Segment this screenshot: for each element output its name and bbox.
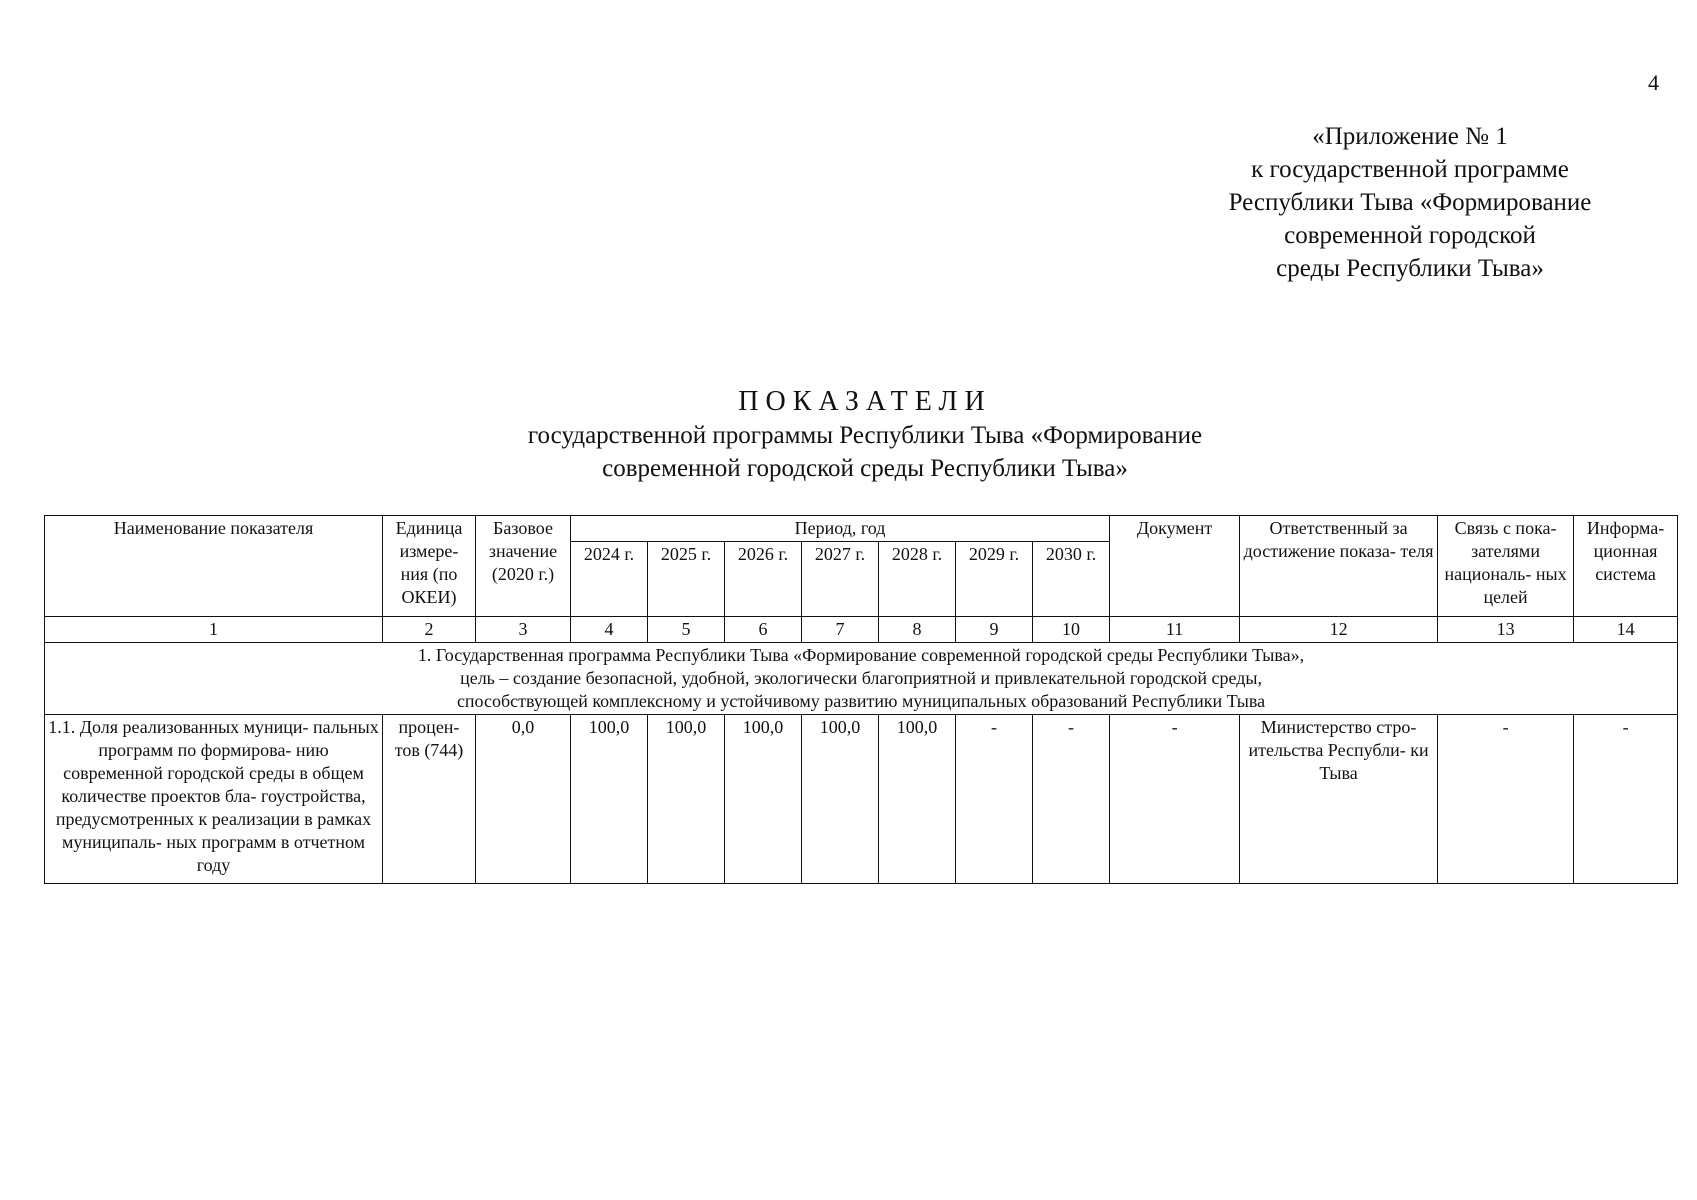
column-number: 8 [879, 617, 956, 643]
section-line: 1. Государственная программа Республики Тыва «Формирование современной городской среды Республики Тыва», [417, 645, 1305, 665]
indicator-year-value: 100,0 [648, 715, 725, 884]
column-number: 11 [1110, 617, 1240, 643]
table-row [45, 715, 1678, 884]
header-year: 2024 г. [571, 542, 648, 617]
header-row [45, 516, 1678, 542]
column-number-row [45, 617, 1678, 643]
section-line: цель – создание безопасной, удобной, экологически благоприятной и привлекательной городской среды, [460, 668, 1262, 688]
header-unit: Единица измере- ния (по ОКЕИ) [383, 516, 476, 617]
indicator-year-value: 100,0 [571, 715, 648, 884]
header-responsible: Ответственный за достижение показа- теля [1240, 516, 1438, 617]
indicator-base-value: 0,0 [476, 715, 571, 884]
appendix-note [1180, 120, 1640, 285]
header-year: 2027 г. [802, 542, 879, 617]
indicator-year-value: 100,0 [879, 715, 956, 884]
column-number: 7 [802, 617, 879, 643]
header-year: 2029 г. [956, 542, 1033, 617]
indicator-info-system: - [1574, 715, 1678, 884]
column-number: 14 [1574, 617, 1678, 643]
appendix-line: «Приложение № 1 [1312, 123, 1508, 150]
column-number: 4 [571, 617, 648, 643]
section-row [45, 643, 1678, 715]
section-heading [45, 643, 1678, 715]
page-number: 4 [1648, 70, 1659, 95]
header-year: 2030 г. [1033, 542, 1110, 617]
indicator-year-value: - [1033, 715, 1110, 884]
column-number: 12 [1240, 617, 1438, 643]
column-number: 13 [1438, 617, 1574, 643]
appendix-line: к государственной программе [1251, 156, 1569, 183]
section-line: способствующей комплексному и устойчивому развитию муниципальных образований Республики Тыва [456, 691, 1266, 711]
appendix-line: современной городской [1284, 222, 1536, 249]
appendix-line: среды Республики Тыва» [1276, 255, 1544, 282]
column-number: 6 [725, 617, 802, 643]
indicators-table [44, 515, 1678, 884]
indicator-year-value: - [956, 715, 1033, 884]
indicator-unit: процен- тов (744) [383, 715, 476, 884]
column-number: 9 [956, 617, 1033, 643]
indicator-year-value: 100,0 [802, 715, 879, 884]
header-name: Наименование показателя [45, 516, 383, 617]
header-period: Период, год [571, 516, 1110, 542]
header-link: Связь с пока- зателями националь- ных целей [1438, 516, 1574, 617]
column-number: 3 [476, 617, 571, 643]
column-number: 2 [383, 617, 476, 643]
header-year: 2025 г. [648, 542, 725, 617]
header-year: 2026 г. [725, 542, 802, 617]
header-base: Базовое значение (2020 г.) [476, 516, 571, 617]
indicator-year-value: 100,0 [725, 715, 802, 884]
column-number: 1 [45, 617, 383, 643]
header-year: 2028 г. [879, 542, 956, 617]
appendix-line: Республики Тыва «Формирование [1228, 189, 1592, 216]
column-number: 10 [1033, 617, 1110, 643]
document-title: ПОКАЗАТЕЛИ [738, 386, 992, 417]
indicator-document: - [1110, 715, 1240, 884]
indicator-responsible: Министерство стро- ительства Республи- ки Тыва [1240, 715, 1438, 884]
document-subtitle-line: государственной программы Республики Тыва «Формирование [527, 422, 1203, 449]
header-document: Документ [1110, 516, 1240, 617]
document-title-block [440, 385, 1290, 485]
indicator-national-goal-link: - [1438, 715, 1574, 884]
column-number: 5 [648, 617, 725, 643]
indicator-name: 1.1. Доля реализованных муници- пальных программ по формирова- нию современной городской среды в общем количестве проектов бла- гоустройства, предусмотренных к реализации в рамках муниципаль- ных программ в отчетном году [45, 715, 383, 884]
header-info: Информа- ционная система [1574, 516, 1678, 617]
document-subtitle-line: современной городской среды Республики Тыва» [602, 455, 1128, 482]
